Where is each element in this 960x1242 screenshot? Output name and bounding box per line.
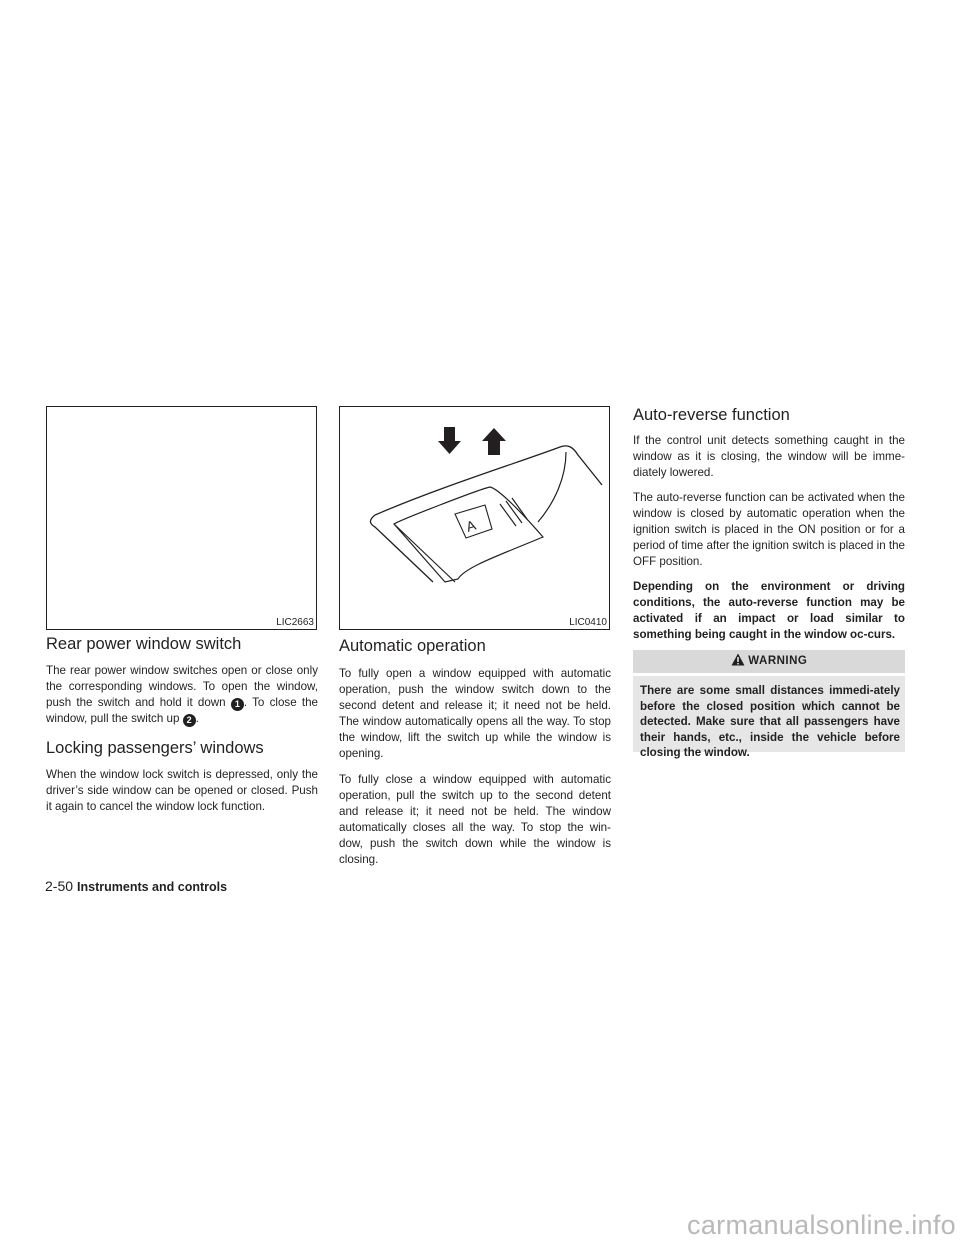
warning-text: There are some small distances immedi-ately before the closed position which cannot be detected. Make sure that all passengers have their hands, etc., inside the vehicle before closing the window. <box>640 684 900 759</box>
heading-auto-reverse-function: Auto-reverse function <box>633 406 790 424</box>
auto-reverse-paragraph-3: Depending on the environment or driving conditions, the auto-reverse function may be activated if an impact or load similar to something being caught in the window oc-curs. <box>633 580 905 641</box>
auto-reverse-paragraph-2: The auto-reverse function can be activated when the window is closed by automatic operation when the ignition switch is placed in the ON position or for a period of time after the ignition switch is placed in the OFF position. <box>633 491 905 568</box>
warning-header <box>633 650 905 673</box>
figure-automatic-switch <box>339 406 610 630</box>
warning-body <box>633 676 905 759</box>
page-number: 2-50 <box>45 878 74 894</box>
column-left <box>46 634 318 815</box>
watermark-text: carmanualsonline.info <box>687 1209 956 1240</box>
auto-switch-icon: A <box>464 516 478 535</box>
figure-rear-switch <box>46 406 317 630</box>
automatic-paragraph-2: To fully close a window equipped with automatic operation, pull the switch up to the second detent and release it; it need not be held. The window automatically closes all the way. To stop the win-dow, push the switch down while the window is closing. <box>339 773 611 866</box>
callout-1-icon: 1 <box>231 698 244 711</box>
rear-switch-paragraph: The rear power window switches open or close only the corresponding windows. To open the window, push the switch and hold it down 1 . To close the window, pull the switch up 2 . <box>46 664 318 725</box>
column-middle <box>339 636 611 868</box>
heading-locking-passengers-windows: Locking passengers’ windows <box>46 739 264 757</box>
warning-title: WARNING <box>748 655 808 667</box>
figure-label: LIC0410 <box>569 617 607 628</box>
heading-automatic-operation: Automatic operation <box>339 637 486 655</box>
down-arrow-icon <box>438 427 461 454</box>
figure-label: LIC2663 <box>276 617 314 628</box>
watermark <box>0 1208 960 1242</box>
column-right <box>633 405 905 643</box>
page-footer <box>45 877 227 896</box>
auto-reverse-paragraph-1: If the control unit detects something caught in the window as it is closing, the window will be imme-diately lowered. <box>633 434 905 479</box>
window-switch-illustration <box>340 407 611 631</box>
up-arrow-icon <box>482 428 506 455</box>
callout-2-icon: 2 <box>183 714 196 727</box>
section-title: Instruments and controls <box>77 880 228 894</box>
warning-triangle-icon <box>731 653 745 666</box>
automatic-paragraph-1: To fully open a window equipped with automatic operation, push the window switch down to the second detent and release it; it need not be held. The window automatically opens all the way. To stop the window, lift the switch up while the window is opening. <box>339 667 611 760</box>
locking-paragraph: When the window lock switch is depressed, only the driver’s side window can be opened or closed. Push it again to cancel the window lock function. <box>46 768 318 813</box>
heading-rear-power-window-switch: Rear power window switch <box>46 635 242 653</box>
